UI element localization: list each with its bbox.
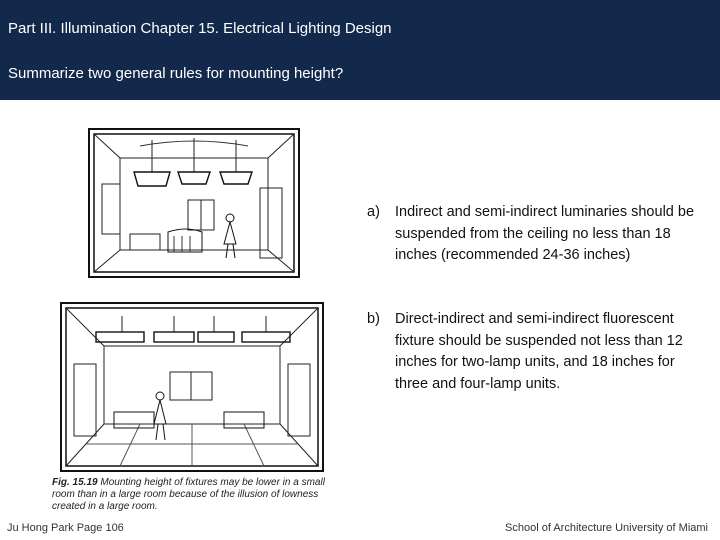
footer-author-page: Ju Hong Park Page 106 <box>7 522 124 534</box>
figure-caption-label: Fig. 15.19 <box>52 477 98 488</box>
rule-b <box>367 309 697 395</box>
large-room-illustration <box>60 302 324 472</box>
figure-caption-text: Mounting height of fixtures may be lower in a small room than in a large room because of the illusion of lowness created in a large room. <box>52 477 325 512</box>
figure-caption <box>52 477 330 513</box>
title-bar <box>0 0 720 100</box>
rule-a <box>367 202 697 267</box>
rule-b-label: b) <box>367 311 380 327</box>
slide-title: Part III. Illumination Chapter 15. Electrical Lighting Design <box>8 20 392 37</box>
rule-a-text: Indirect and semi-indirect luminaries should be suspended from the ceiling no less than 18 inches (recommended 24-36 inches) <box>395 204 695 264</box>
small-room-illustration <box>88 128 300 278</box>
footer-school: School of Architecture University of Miami <box>505 522 708 534</box>
rule-b-text: Direct-indirect and semi-indirect fluorescent fixture should be suspended not less than 12 inches for two-lamp units, and 18 inches for three and four-lamp units. <box>395 311 683 392</box>
rule-a-label: a) <box>367 204 380 220</box>
slide-question: Summarize two general rules for mounting height? <box>8 65 344 82</box>
